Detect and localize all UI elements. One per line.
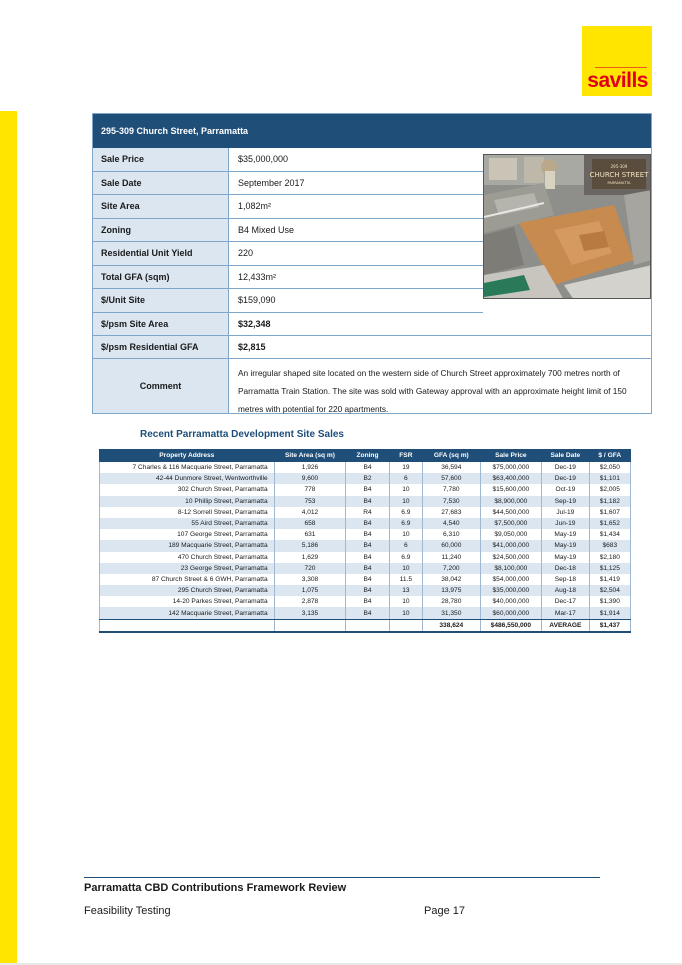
table-cell: May-19 xyxy=(542,529,589,540)
comment-text: An irregular shaped site located on the western side of Church Street approximately 700 metres north of Parramatta Train Station. The site was sold with Gateway approval with an approximate height limit of 150 metres with potential for 220 apartments. xyxy=(229,359,651,413)
table-cell: Sep-19 xyxy=(542,496,589,507)
sales-table-header-row xyxy=(100,450,631,462)
property-row-value: 1,082m² xyxy=(229,195,483,219)
property-row-label: Zoning xyxy=(93,219,229,243)
table-row xyxy=(100,462,631,474)
table-cell: 87 Church Street & 6 GWH, Parramatta xyxy=(100,574,275,585)
table-cell: $2,504 xyxy=(589,585,630,596)
table-row xyxy=(100,563,631,574)
savills-logo xyxy=(582,26,652,96)
table-cell: B4 xyxy=(346,496,389,507)
table-cell: 189 Macquarie Street, Parramatta xyxy=(100,540,275,551)
table-cell: 10 xyxy=(389,563,422,574)
table-cell: 14-20 Parkes Street, Parramatta xyxy=(100,596,275,607)
table-cell: Dec-19 xyxy=(542,462,589,474)
table-cell: $8,100,000 xyxy=(480,563,542,574)
table-cell: May-19 xyxy=(542,552,589,563)
property-row-label: Sale Price xyxy=(93,148,229,172)
column-header: Sale Date xyxy=(542,450,589,462)
table-cell: 1,926 xyxy=(274,462,346,474)
table-cell: Dec-19 xyxy=(542,473,589,484)
table-cell: 7 Charles & 116 Macquarie Street, Parramatta xyxy=(100,462,275,474)
table-cell: B4 xyxy=(346,484,389,495)
sales-table-title: Recent Parramatta Development Site Sales xyxy=(140,429,344,440)
table-cell: R4 xyxy=(346,507,389,518)
table-row xyxy=(100,540,631,551)
column-header: Zoning xyxy=(346,450,389,462)
table-cell: $1,434 xyxy=(589,529,630,540)
table-cell: $35,000,000 xyxy=(480,585,542,596)
table-cell: 4,012 xyxy=(274,507,346,518)
table-cell: 11,240 xyxy=(423,552,481,563)
table-cell: 7,780 xyxy=(423,484,481,495)
table-cell: 19 xyxy=(389,462,422,474)
totals-cell xyxy=(274,619,346,632)
table-cell: Dec-18 xyxy=(542,563,589,574)
footer-divider xyxy=(84,877,600,878)
table-cell: 1,075 xyxy=(274,585,346,596)
table-cell: 142 Macquarie Street, Parramatta xyxy=(100,607,275,619)
property-row-value: $35,000,000 xyxy=(229,148,483,172)
table-cell: Jun-19 xyxy=(542,518,589,529)
table-cell: 13,975 xyxy=(423,585,481,596)
table-cell: 470 Church Street, Parramatta xyxy=(100,552,275,563)
table-cell: 38,042 xyxy=(423,574,481,585)
photo-sign-line1: 295-309 xyxy=(610,164,628,169)
table-cell: 631 xyxy=(274,529,346,540)
table-cell: 8-12 Sorrell Street, Parramatta xyxy=(100,507,275,518)
logo-text: savills xyxy=(587,69,648,92)
table-cell: 31,350 xyxy=(423,607,481,619)
table-cell: 55 Aird Street, Parramatta xyxy=(100,518,275,529)
table-row xyxy=(100,473,631,484)
table-cell: 10 xyxy=(389,596,422,607)
table-cell: 60,000 xyxy=(423,540,481,551)
table-cell: $1,607 xyxy=(589,507,630,518)
table-cell: Aug-18 xyxy=(542,585,589,596)
table-cell: B4 xyxy=(346,574,389,585)
table-cell: $24,500,000 xyxy=(480,552,542,563)
table-cell: $2,180 xyxy=(589,552,630,563)
table-cell: $75,000,000 xyxy=(480,462,542,474)
table-row xyxy=(100,574,631,585)
table-cell: Jul-19 xyxy=(542,507,589,518)
table-cell: $9,050,000 xyxy=(480,529,542,540)
totals-cell: $1,437 xyxy=(589,619,630,632)
totals-cell: 338,624 xyxy=(423,619,481,632)
table-cell: Sep-18 xyxy=(542,574,589,585)
table-cell: $1,182 xyxy=(589,496,630,507)
totals-cell xyxy=(389,619,422,632)
table-cell: $63,400,000 xyxy=(480,473,542,484)
table-cell: 6.9 xyxy=(389,518,422,529)
table-cell: B4 xyxy=(346,518,389,529)
property-row-label: Total GFA (sqm) xyxy=(93,266,229,290)
table-row xyxy=(100,607,631,619)
table-cell: 3,135 xyxy=(274,607,346,619)
table-cell: $1,652 xyxy=(589,518,630,529)
table-cell: 28,780 xyxy=(423,596,481,607)
table-cell: 295 Church Street, Parramatta xyxy=(100,585,275,596)
logo-rule xyxy=(595,67,647,68)
sales-table xyxy=(99,449,631,633)
property-row-label: $/psm Site Area xyxy=(93,313,229,337)
table-cell: $2,050 xyxy=(589,462,630,474)
table-cell: 3,308 xyxy=(274,574,346,585)
table-row xyxy=(100,484,631,495)
table-cell: $1,914 xyxy=(589,607,630,619)
table-cell: 57,600 xyxy=(423,473,481,484)
yellow-side-bar xyxy=(0,111,17,965)
table-cell: $1,419 xyxy=(589,574,630,585)
table-cell: $8,900,000 xyxy=(480,496,542,507)
footer-subtitle: Feasibility Testing xyxy=(84,905,171,917)
table-cell: 42-44 Dunmore Street, Wentworthville xyxy=(100,473,275,484)
table-row xyxy=(100,585,631,596)
table-cell: 10 Phillip Street, Parramatta xyxy=(100,496,275,507)
property-row-label: $/psm Residential GFA xyxy=(93,336,229,359)
table-cell: 2,878 xyxy=(274,596,346,607)
table-cell: $1,390 xyxy=(589,596,630,607)
table-cell: 6 xyxy=(389,540,422,551)
totals-cell xyxy=(100,619,275,632)
table-cell: May-19 xyxy=(542,540,589,551)
photo-sign-line3: PARRAMATTA xyxy=(607,181,631,185)
table-row xyxy=(100,552,631,563)
table-cell: $60,000,000 xyxy=(480,607,542,619)
page-number: Page 17 xyxy=(424,905,465,917)
table-cell: 13 xyxy=(389,585,422,596)
table-cell: $54,000,000 xyxy=(480,574,542,585)
table-cell: Oct-19 xyxy=(542,484,589,495)
property-row-value: September 2017 xyxy=(229,172,483,196)
table-row xyxy=(100,518,631,529)
property-row-label: Site Area xyxy=(93,195,229,219)
table-cell: B4 xyxy=(346,462,389,474)
property-summary-box xyxy=(92,113,652,414)
column-header: GFA (sq m) xyxy=(423,450,481,462)
table-cell: B4 xyxy=(346,540,389,551)
table-cell: B4 xyxy=(346,552,389,563)
table-cell: 10 xyxy=(389,496,422,507)
comment-label: Comment xyxy=(93,359,229,413)
table-cell: 6.9 xyxy=(389,552,422,563)
property-row-label: Residential Unit Yield xyxy=(93,242,229,266)
table-cell: $2,005 xyxy=(589,484,630,495)
table-cell: $7,500,000 xyxy=(480,518,542,529)
table-cell: $44,500,000 xyxy=(480,507,542,518)
column-header: FSR xyxy=(389,450,422,462)
property-row-label: $/Unit Site xyxy=(93,289,229,313)
property-row-value: $2,815 xyxy=(229,336,651,359)
table-cell: 720 xyxy=(274,563,346,574)
table-cell: 6,310 xyxy=(423,529,481,540)
table-cell: B4 xyxy=(346,585,389,596)
column-header: Property Address xyxy=(100,450,275,462)
photo-sign-line2: CHURCH STREET xyxy=(589,171,649,179)
table-cell: 4,540 xyxy=(423,518,481,529)
table-row xyxy=(100,529,631,540)
property-row-value: $32,348 xyxy=(229,313,651,337)
table-cell: 23 George Street, Parramatta xyxy=(100,563,275,574)
table-cell: B4 xyxy=(346,529,389,540)
totals-cell: $486,550,000 xyxy=(480,619,542,632)
table-cell: 1,629 xyxy=(274,552,346,563)
table-cell: 6.9 xyxy=(389,507,422,518)
table-cell: $1,125 xyxy=(589,563,630,574)
property-row-value: $159,090 xyxy=(229,289,483,313)
table-cell: B2 xyxy=(346,473,389,484)
table-cell: $15,600,000 xyxy=(480,484,542,495)
table-row xyxy=(100,596,631,607)
table-cell: $683 xyxy=(589,540,630,551)
table-cell: 753 xyxy=(274,496,346,507)
property-row-label: Sale Date xyxy=(93,172,229,196)
table-cell: 7,530 xyxy=(423,496,481,507)
column-header: Site Area (sq m) xyxy=(274,450,346,462)
table-cell: $1,101 xyxy=(589,473,630,484)
property-title: 295-309 Church Street, Parramatta xyxy=(93,114,651,148)
totals-cell: AVERAGE xyxy=(542,619,589,632)
table-cell: 10 xyxy=(389,529,422,540)
property-row-value: B4 Mixed Use xyxy=(229,219,483,243)
totals-cell xyxy=(346,619,389,632)
table-cell: Dec-17 xyxy=(542,596,589,607)
table-cell: 778 xyxy=(274,484,346,495)
table-cell: 6 xyxy=(389,473,422,484)
table-cell: $41,000,000 xyxy=(480,540,542,551)
table-cell: 36,594 xyxy=(423,462,481,474)
table-cell: 10 xyxy=(389,607,422,619)
table-cell: B4 xyxy=(346,563,389,574)
table-cell: 9,600 xyxy=(274,473,346,484)
column-header: $ / GFA xyxy=(589,450,630,462)
table-cell: 11.5 xyxy=(389,574,422,585)
table-row xyxy=(100,507,631,518)
table-cell: 302 Church Street, Parramatta xyxy=(100,484,275,495)
property-row-value: 220 xyxy=(229,242,483,266)
footer-title: Parramatta CBD Contributions Framework Review xyxy=(84,882,347,894)
table-cell: $40,000,000 xyxy=(480,596,542,607)
table-cell: 5,186 xyxy=(274,540,346,551)
column-header: Sale Price xyxy=(480,450,542,462)
table-cell: Mar-17 xyxy=(542,607,589,619)
totals-row xyxy=(100,619,631,632)
table-cell: 27,683 xyxy=(423,507,481,518)
table-row xyxy=(100,496,631,507)
table-cell: B4 xyxy=(346,607,389,619)
property-aerial-photo xyxy=(483,154,651,299)
table-cell: 7,200 xyxy=(423,563,481,574)
table-cell: 658 xyxy=(274,518,346,529)
table-cell: 10 xyxy=(389,484,422,495)
table-cell: 107 George Street, Parramatta xyxy=(100,529,275,540)
table-cell: B4 xyxy=(346,596,389,607)
property-row-value: 12,433m² xyxy=(229,266,483,290)
